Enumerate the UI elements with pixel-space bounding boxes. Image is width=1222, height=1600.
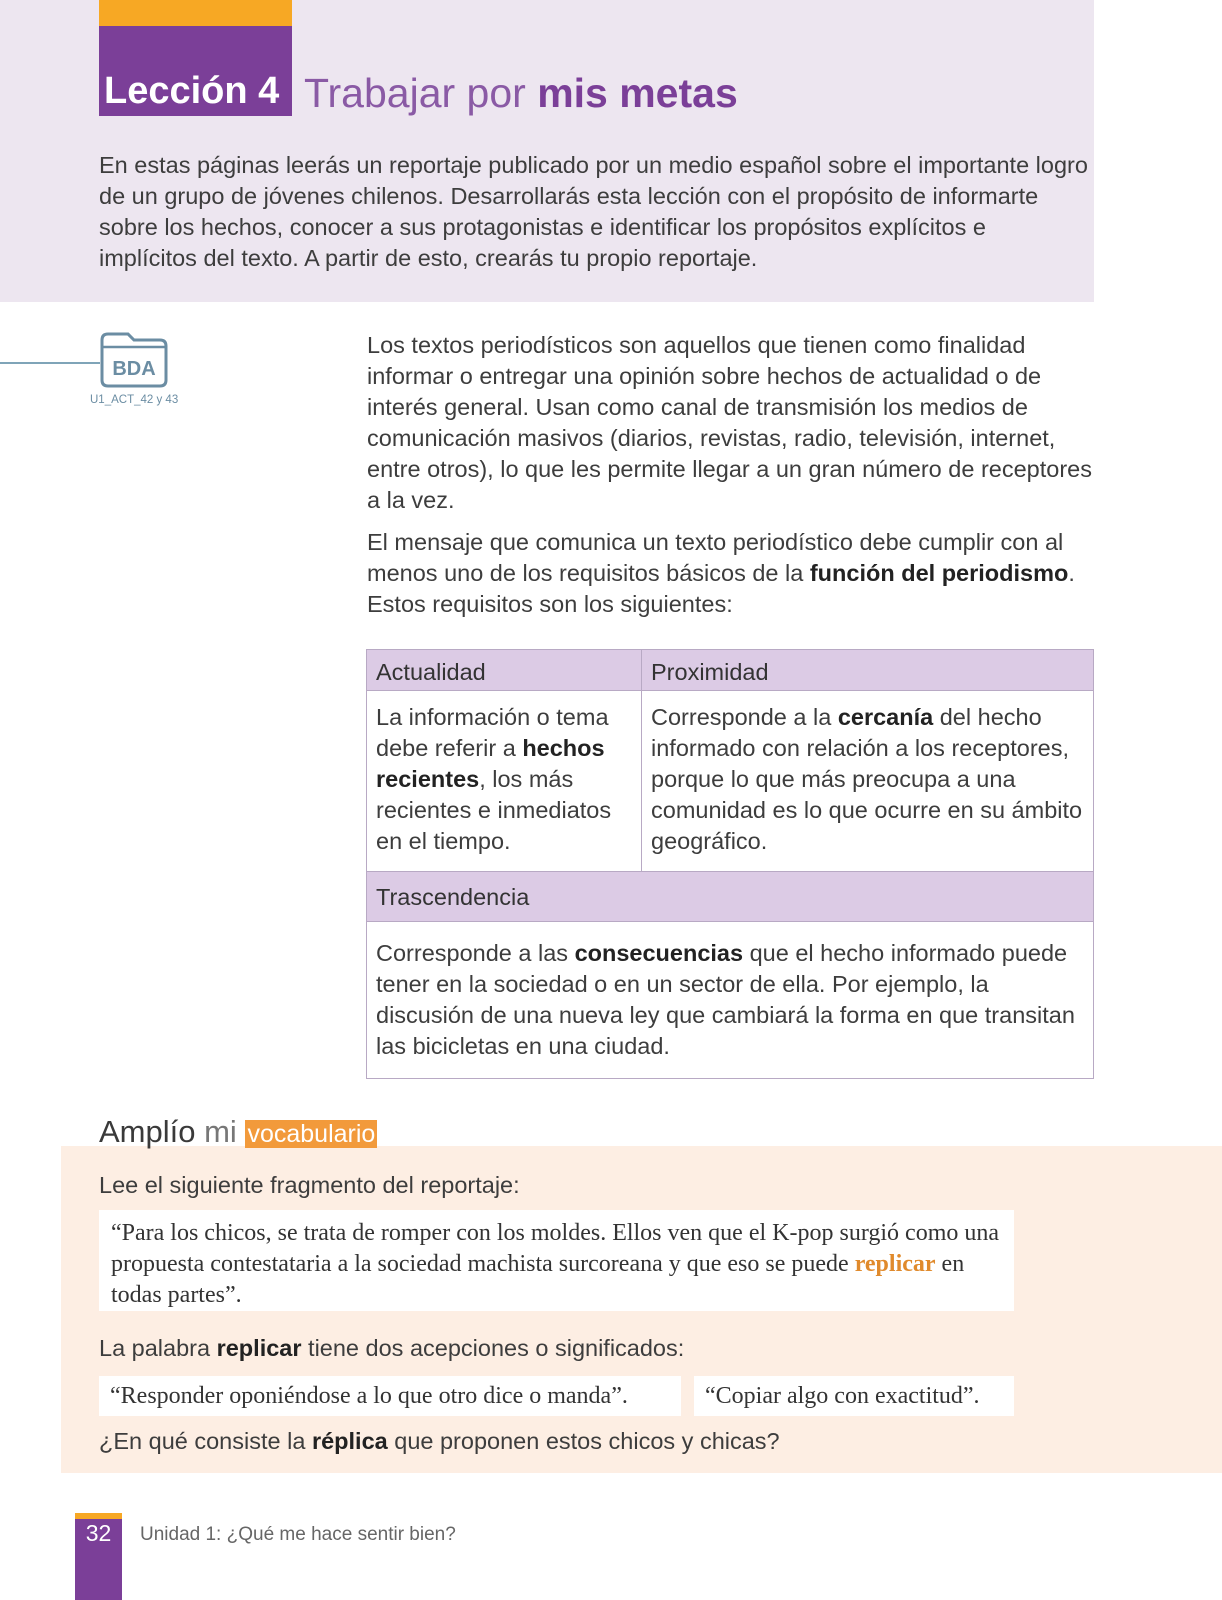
requirements-table <box>366 649 1094 1079</box>
vocabulary-title: Amplío mi vocabulario <box>99 1114 376 1149</box>
lesson-label: Lección 4 <box>104 70 280 112</box>
cell-trascendencia: Corresponde a las consecuencias que el hecho informado puede tener en la sociedad o en un sector de ella. Por ejemplo, la discusión de una nueva ley que cambiará la forma en que transitan las bicicletas en una ciudad. <box>367 921 1093 1078</box>
header-actualidad: Actualidad <box>367 650 642 690</box>
meaning-1: “Responder oponiéndose a lo que otro dice o manda”. <box>99 1376 681 1416</box>
paragraph-textos-periodisticos: Los textos periodísticos son aquellos que tienen como finalidad informar o entregar una opinión sobre hechos de actualidad o de interés general. Usan como canal de transmisión los medios de comunicación masivos (diarios, revistas, radio, televisión, internet, entre otros), lo que les permite llegar a un gran número de receptores a la vez. <box>367 332 1092 513</box>
page-number: 32 <box>85 1520 112 1546</box>
bda-label: BDA <box>112 358 156 380</box>
word-meanings-intro: La palabra replicar tiene dos acepciones o significados: <box>99 1335 685 1361</box>
unit-title: Unidad 1: ¿Qué me hace sentir bien? <box>140 1524 456 1545</box>
cell-actualidad: La información o tema debe referir a hechos recientes, los más recientes e inmediatos en el tiempo. <box>367 691 642 871</box>
lesson-title <box>304 70 738 117</box>
meaning-2: “Copiar algo con exactitud”. <box>694 1376 1014 1416</box>
header-trascendencia: Trascendencia <box>367 871 1093 921</box>
table-header-row <box>367 650 1093 690</box>
vocab-lead: Lee el siguiente fragmento del reportaje: <box>99 1172 520 1198</box>
bda-connector-line <box>0 362 100 364</box>
table-body-row <box>367 690 1093 871</box>
header-proximidad: Proximidad <box>642 650 1093 690</box>
vocabulary-highlight: vocabulario <box>247 1120 376 1148</box>
quote-highlight-word: replicar <box>854 1251 936 1277</box>
lesson-title-bold: mis metas <box>537 70 738 116</box>
quote-box: “Para los chicos, se trata de romper con los moldes. Ellos ven que el K-pop surgió como una propuesta contestataria a la sociedad machista surcoreana y que eso se puede replicar en todas partes”. <box>99 1210 1014 1311</box>
lesson-title-plain: Trabajar por <box>304 70 538 116</box>
orange-tab-accent <box>99 0 292 26</box>
bold-funcion-periodismo: función del periodismo <box>809 560 1069 586</box>
paragraph-mensaje: El mensaje que comunica un texto periodístico debe cumplir con al menos uno de los requisitos básicos de la función del periodismo. Estos requisitos son los siguientes: <box>367 529 1075 617</box>
cell-proximidad: Corresponde a la cercanía del hecho informado con relación a los receptores, porque lo que más preocupa a una comunidad es lo que ocurre en su ámbito geográfico. <box>651 704 1083 854</box>
vocab-question: ¿En qué consiste la réplica que proponen estos chicos y chicas? <box>99 1428 780 1454</box>
bda-folder-icon[interactable] <box>98 330 170 390</box>
bda-code: U1_ACT_42 y 43 <box>90 394 179 406</box>
lesson-intro: En estas páginas leerás un reportaje publicado por un medio español sobre el importante logro de un grupo de jóvenes chilenos. Desarrollarás esta lección con el propósito de informarte sobre los hechos, conocer a sus protagonistas e identificar los propósitos explícitos e implícitos del texto. A partir de esto, crearás tu propio reportaje. <box>99 152 1088 271</box>
